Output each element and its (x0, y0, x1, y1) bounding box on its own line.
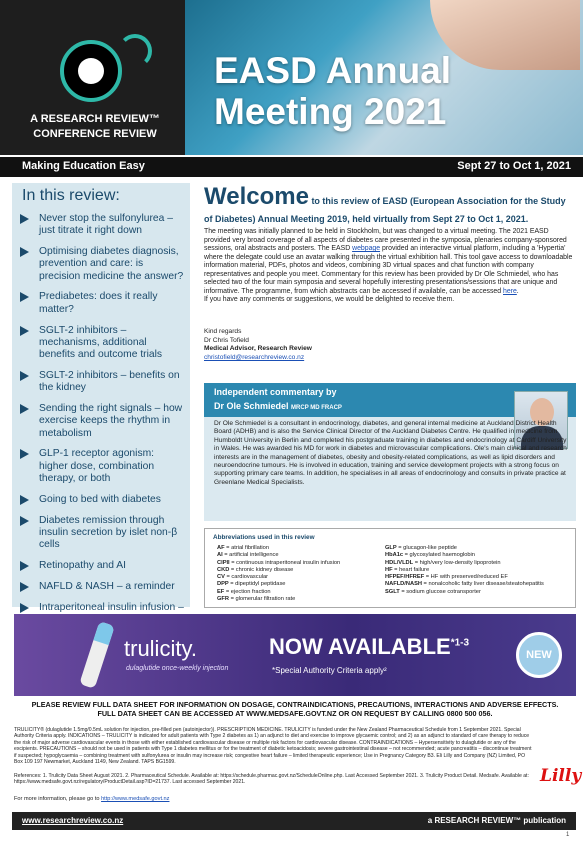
contents-item-label: Optimising diabetes diagnosis, prevention and care: is precision medicine the answer? (39, 246, 184, 282)
footer-publication: a RESEARCH REVIEW™ publication (427, 816, 566, 825)
contents-item-label: Prediabetes: does it really matter? (39, 291, 158, 315)
signer-name: Dr Chris Tofield (204, 336, 249, 344)
contents-item-label: Going to bed with diabetes (39, 493, 161, 505)
page-title: EASD Annual Meeting 2021 (214, 50, 452, 132)
abbreviation-definition: = chronic kidney disease (229, 566, 294, 573)
contents-item[interactable] (12, 494, 190, 506)
contents-item-label: Diabetes remission through insulin secretion by islet non-β cells (39, 514, 178, 551)
abbreviation-term: NAFLD/NASH (385, 581, 422, 588)
abbreviation-term: CIPII (217, 559, 230, 566)
contents-item-label: GLP-1 receptor agonism: higher dose, combination therapy, or both (39, 448, 155, 485)
arrow-icon (20, 404, 29, 414)
abbreviation-definition: = high/very low-density lipoprotein (413, 559, 501, 566)
contents-item[interactable] (12, 370, 190, 395)
abbreviations-right (385, 545, 544, 596)
commentary-title: Independent commentary by (214, 387, 337, 397)
more-info-text: For more information, please go to (14, 796, 102, 802)
welcome-heading: Welcome (204, 183, 309, 210)
signer-role: Medical Advisor, Research Review (204, 345, 312, 353)
commentator-name-line (214, 401, 342, 411)
contents-item[interactable] (12, 213, 190, 238)
commentary-box (204, 383, 576, 521)
abbreviation-row (385, 567, 544, 574)
abbreviations-left (217, 545, 340, 603)
abbreviations-box (204, 528, 576, 608)
prescribing-info: TRULICITY® (dulaglutide 1.5mg/0.5mL solution for injection, pre-filled pen (autoinjector)). PRESCRIPTION MEDICINE. TRULICITY is funded under the New Zealand Pharmaceutical Schedule from 1 September 2021. Special Authority Criteria apply. INDICATIONS – TRULICITY is indicated for adult patients with Type 2 diabetes as 1) an adjunct to diet and exercise to improve glycaemic control; and 2) as an adjunct to standard of care therapy to reduce the risk of major adverse cardiovascular events in those with either established cardiovascular disease or multiple risk factors for cardiovascular disease. CONTRAINDICATIONS – Hypersensitivity to dulaglutide or any of the excipients. PRECAUTIONS – should not be used in patients with Type 1 diabetes mellitus or for the treatment of diabetic ketoacidosis; severe gastrointestinal disease – not recommended; acute pancreatitis – discontinue treatment if suspected; hypoglycaemia – combining treatment with sulfonylurea or insulin may increase risk; congestive heart failure – limited therapeutic experience; Use in Pregnancy Category B3. Eli Lilly and Company (NZ) Limited, PO Box 109 197 Newmarket, Auckland 1149, New Zealand. TAPS BG1599. (14, 727, 532, 766)
logo-arc-icon (118, 34, 152, 68)
abbreviation-term: AI (217, 552, 223, 559)
abbreviation-definition: = artificial intelligence (222, 552, 279, 559)
more-info (14, 796, 169, 802)
medsafe-link[interactable]: http://www.medsafe.govt.nz (101, 796, 170, 802)
contents-item[interactable] (12, 448, 190, 485)
welcome-lead: to this review of EASD (European Association for the Study of Diabetes) Annual Meeting 2019, held virtually from Sept 27 to Oct 1, 2021. (204, 196, 566, 224)
abbreviation-term: CV (217, 574, 225, 581)
webpage-link[interactable]: webpage (352, 245, 381, 252)
new-badge: NEW (516, 632, 562, 678)
ad-headline-sup: *1-3 (450, 637, 470, 649)
arrow-icon (20, 561, 29, 571)
tagline: Making Education Easy (22, 160, 145, 172)
signature-block (204, 328, 312, 363)
welcome-paragraph (204, 228, 576, 296)
contents-item[interactable] (12, 246, 190, 283)
sidebar-contents (12, 183, 190, 613)
page-number: 1 (566, 832, 570, 838)
contents-item[interactable] (12, 560, 190, 572)
abbreviation-row (385, 552, 544, 559)
contents-item[interactable] (12, 325, 190, 362)
conference-dates: Sept 27 to Oct 1, 2021 (457, 160, 571, 172)
welcome-paragraph-2: If you have any comments or suggestions, we would be delighted to receive them. (204, 296, 455, 303)
data-sheet-notice (14, 700, 576, 718)
abbreviation-row (385, 581, 544, 588)
abbreviation-definition: = continuous intraperitoneal insulin infusion (229, 559, 341, 566)
welcome-body (204, 228, 576, 305)
abbreviation-definition: = glomerular filtration rate (229, 596, 296, 603)
abbreviation-term: HFPEF/HFREF (385, 574, 425, 581)
contents-item-label: SGLT-2 inhibitors – mechanisms, additional benefits and outcome trials (39, 324, 163, 361)
footer-url-link[interactable]: www.researchreview.co.nz (22, 816, 124, 825)
abbreviation-row (217, 589, 340, 596)
regards: Kind regards (204, 328, 242, 335)
contents-item[interactable] (12, 515, 190, 552)
abbreviation-row (217, 596, 340, 603)
abbreviations-heading: Abbreviations used in this review (213, 534, 315, 541)
contents-item-label: Retinopathy and AI (39, 560, 127, 572)
contents-item-label: Intraperitoneal insulin infusion – (39, 601, 184, 613)
abbreviation-row (217, 567, 340, 574)
contents-list (12, 213, 190, 635)
arrow-icon (20, 516, 29, 526)
abbreviation-row (385, 560, 544, 567)
lilly-logo: Lilly (540, 766, 582, 786)
arrow-icon (20, 582, 29, 592)
brand-line-1: A RESEARCH REVIEW™ (30, 113, 160, 125)
abbreviation-row (217, 581, 340, 588)
header-banner (0, 0, 583, 155)
references: References: 1. Trulicity Data Sheet August 2021. 2. Pharmaceutical Schedule. Available at: https://schedule.pharmac.govt.nz/ScheduleOnline.php. Last Accessed September 2021. 3. Trulicity Product Detail. Medsafe. Available at: https://www.medsafe.govt.nz/regulatory/ProductDetail.asp?ID=21737. Last accessed September 2021. (14, 773, 529, 786)
abbreviation-definition: = glycosylated haemoglobin (403, 552, 475, 559)
contents-item-label: NAFLD & NASH – a reminder (39, 580, 175, 592)
footer-bar (12, 812, 576, 830)
abbreviation-definition: = ejection fraction (224, 588, 271, 595)
welcome-text: provided an interactive virtual platform, including a 'Hypertia' where the delegate could use an avatar walking through the virtual exhibition hall. This tool gave access to downloadable information material, PDFs, photos and videos, combining 3D virtual spaces and chat function with company representatives and people you meet. Commentary for this review has been provided by Dr Ole Schmiedel, who has selected two of the four main symposia and several hopefully interesting presentations/sessions that are unique and informative. The programme, from which abstracts can be accessed if available, can be accessed (204, 245, 573, 295)
logo-panel (0, 0, 185, 155)
contents-item-label: Never stop the sulfonylurea – just titrate it right down (39, 213, 173, 237)
abbreviation-term: GFR (217, 596, 230, 603)
abbreviation-term: HDL/VLDL (385, 559, 414, 566)
tagline-bar (0, 157, 583, 177)
welcome-text: . (516, 287, 519, 295)
abbreviation-definition: = atrial fibrillation (224, 545, 270, 551)
abbreviation-definition: = glucagon-like peptide (396, 545, 457, 551)
abbreviation-term: GLP (385, 545, 397, 551)
arrow-icon (20, 247, 29, 257)
arrow-icon (20, 326, 29, 336)
abbreviation-term: DPP (217, 581, 229, 588)
abbreviation-term: AF (217, 545, 225, 551)
commentator-credentials: MRCP MD FRACP (291, 405, 342, 411)
logo-inner-icon (78, 58, 104, 84)
arrow-icon (20, 603, 29, 613)
abbreviation-row (217, 552, 340, 559)
welcome-text: The meeting was initially planned to be held in Stockholm, but was changed to a virtual meeting. The 2021 EASD provided very broad coverage of all aspects of diabetes care presented in the symposia, plenaries company-sponsored sessions, oral abstracts and posters. The EASD (204, 228, 567, 252)
arrow-icon (20, 214, 29, 224)
abbreviation-definition: = heart failure (392, 566, 430, 573)
arrow-icon (20, 449, 29, 459)
contents-item[interactable] (12, 291, 190, 316)
abbreviation-row (385, 589, 544, 596)
abbreviation-term: HbA1c (385, 552, 404, 559)
notice-line-2: FULL DATA SHEET CAN BE ACCESSED AT WWW.MEDSAFE.GOVT.NZ OR ON REQUEST BY CALLING 0800 500 056. (97, 709, 493, 718)
ad-brand-sub: dulaglutide once-weekly injection (126, 665, 229, 672)
abbreviation-definition: = nonalcoholic fatty liver disease/steatohepatitis (421, 581, 544, 588)
brand-line-2: CONFERENCE REVIEW (33, 128, 157, 140)
arrow-icon (20, 292, 29, 302)
contents-item[interactable] (12, 403, 190, 440)
arrow-icon (20, 495, 29, 505)
abbreviation-row (385, 574, 544, 581)
programme-link[interactable]: here (503, 287, 517, 295)
welcome-section (204, 185, 576, 227)
abbreviation-term: EF (217, 588, 225, 595)
arrow-icon (20, 371, 29, 381)
ad-headline-text: NOW AVAILABLE (269, 634, 451, 659)
abbreviation-row (217, 574, 340, 581)
ad-headline (269, 634, 469, 660)
trulicity-advert[interactable] (14, 614, 576, 696)
sidebar-heading: In this review: (22, 187, 120, 204)
pen-icon (79, 621, 115, 689)
abbreviation-definition: = dipeptidyl peptidase (228, 581, 286, 588)
commentary-body: Dr Ole Schmiedel is a consultant in endocrinology, diabetes, and general internal medicine at Auckland District Health Board (ADHB) and is also the Service Clinical Director of the Auckland Diabetes Centre. He qualified in medicine from Humboldt University in Berlin and completed his postgraduate training in diabetes and endocrinology at Cardiff University in Wales. He was awarded his MD for work in diabetes and microvascular complications. Ole's main clinical and research interests are in the management of diabetes, obesity and obesity-related complications, as well as lipid disorders and neuroendocrine tumours. He is involved in education, training and service development projects with a strong focus on supporting primary care teams. In addition, he specialises in all areas of endocrinology and consults in private practice at Greenlane Medical Specialists. (214, 420, 567, 486)
abbreviation-row (217, 545, 340, 552)
pen-cap-icon (93, 621, 114, 645)
commentator-name: Dr Ole Schmiedel (214, 401, 289, 411)
abbreviation-definition: = cardiovascular (224, 574, 269, 581)
abbreviation-term: SGLT (385, 588, 400, 595)
contents-item[interactable] (12, 581, 190, 593)
abbreviation-row (217, 560, 340, 567)
contents-item-label: Sending the right signals – how exercise keeps the rhythm in metabolism (39, 403, 183, 439)
ad-special-authority: *Special Authority Criteria apply² (272, 666, 387, 675)
contents-item-label: SGLT-2 inhibitors – benefits on the kidney (39, 369, 180, 394)
signer-email-link[interactable]: christofield@researchreview.co.nz (204, 354, 305, 362)
notice-line-1: PLEASE REVIEW FULL DATA SHEET FOR INFORMATION ON DOSAGE, CONTRAINDICATIONS, PRECAUTIONS, INTERACTIONS AND ADVERSE EFFECTS. (31, 700, 559, 709)
abbreviation-row (385, 545, 544, 552)
ad-brand: trulicity. (124, 636, 197, 661)
abbreviation-definition: = sodium glucose cotransporter (399, 588, 481, 595)
abbreviation-term: CKD (217, 566, 230, 573)
abbreviation-definition: = HF with preserved/reduced EF (424, 574, 508, 581)
abbreviation-term: HF (385, 566, 393, 573)
